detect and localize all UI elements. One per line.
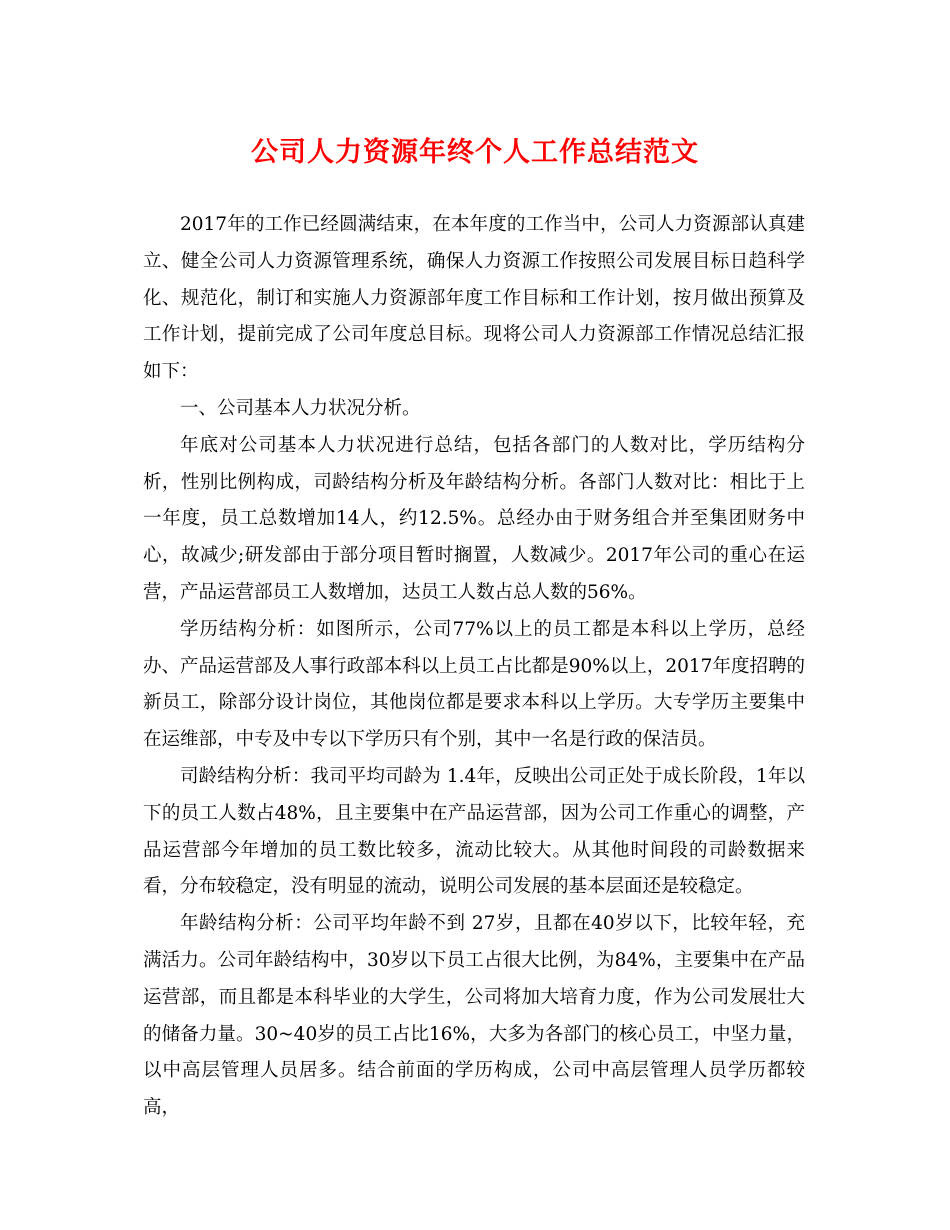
document-body	[143, 207, 805, 1127]
paragraph-intro: 2017年的工作已经圆满结束，在本年度的工作当中，公司人力资源部认真建立、健全公司人力资源管理系统，确保人力资源工作按照公司发展目标日趋科学化、规范化，制订和实施人力资源部年度工作目标和工作计划，按月做出预算及工作计划，提前完成了公司年度总目标。现将公司人力资源部工作情况总结汇报如下：	[143, 214, 805, 383]
section-heading-1: 一、公司基本人力状况分析。	[180, 397, 421, 419]
paragraph-age: 年龄结构分析：公司平均年龄不到 27岁，且都在40岁以下，比较年轻，充满活力。公司年龄结构中，30岁以下员工占很大比例，为84%，主要集中在产品运营部，而且都是本科毕业的大学生，公司将加大培育力度，作为公司发展壮大的储备力量。30~40岁的员工占比16%，大多为各部门的核心员工，中坚力量，以中高层管理人员居多。结合前面的学历构成，公司中高层管理人员学历都较高，	[143, 913, 805, 1119]
paragraph-headcount: 年底对公司基本人力状况进行总结，包括各部门的人数对比，学历结构分析，性别比例构成，司龄结构分析及年龄结构分析。各部门人数对比：相比于上一年度，员工总数增加14人，约12.5%。总经办由于财务组合并至集团财务中心，故减少;研发部由于部分项目暂时搁置，人数减少。2017年公司的重心在运营，产品运营部员工人数增加，达员工人数占总人数的56%。	[143, 434, 805, 603]
paragraph-tenure: 司龄结构分析：我司平均司龄为 1.4年，反映出公司正处于成长阶段，1年以下的员工人数占48%，且主要集中在产品运营部，因为公司工作重心的调整，产品运营部今年增加的员工数比较多，流动比较大。从其他时间段的司龄数据来看，分布较稳定，没有明显的流动，说明公司发展的基本层面还是较稳定。	[143, 765, 805, 898]
paragraph-education: 学历结构分析：如图所示，公司77%以上的员工都是本科以上学历，总经办、产品运营部及人事行政部本科以上员工占比都是90%以上，2017年度招聘的新员工，除部分设计岗位，其他岗位都是要求本科以上学历。大专学历主要集中在运维部，中专及中专以下学历只有个别，其中一名是行政的保洁员。	[143, 618, 805, 751]
document-title: 公司人力资源年终个人工作总结范文	[251, 137, 699, 168]
